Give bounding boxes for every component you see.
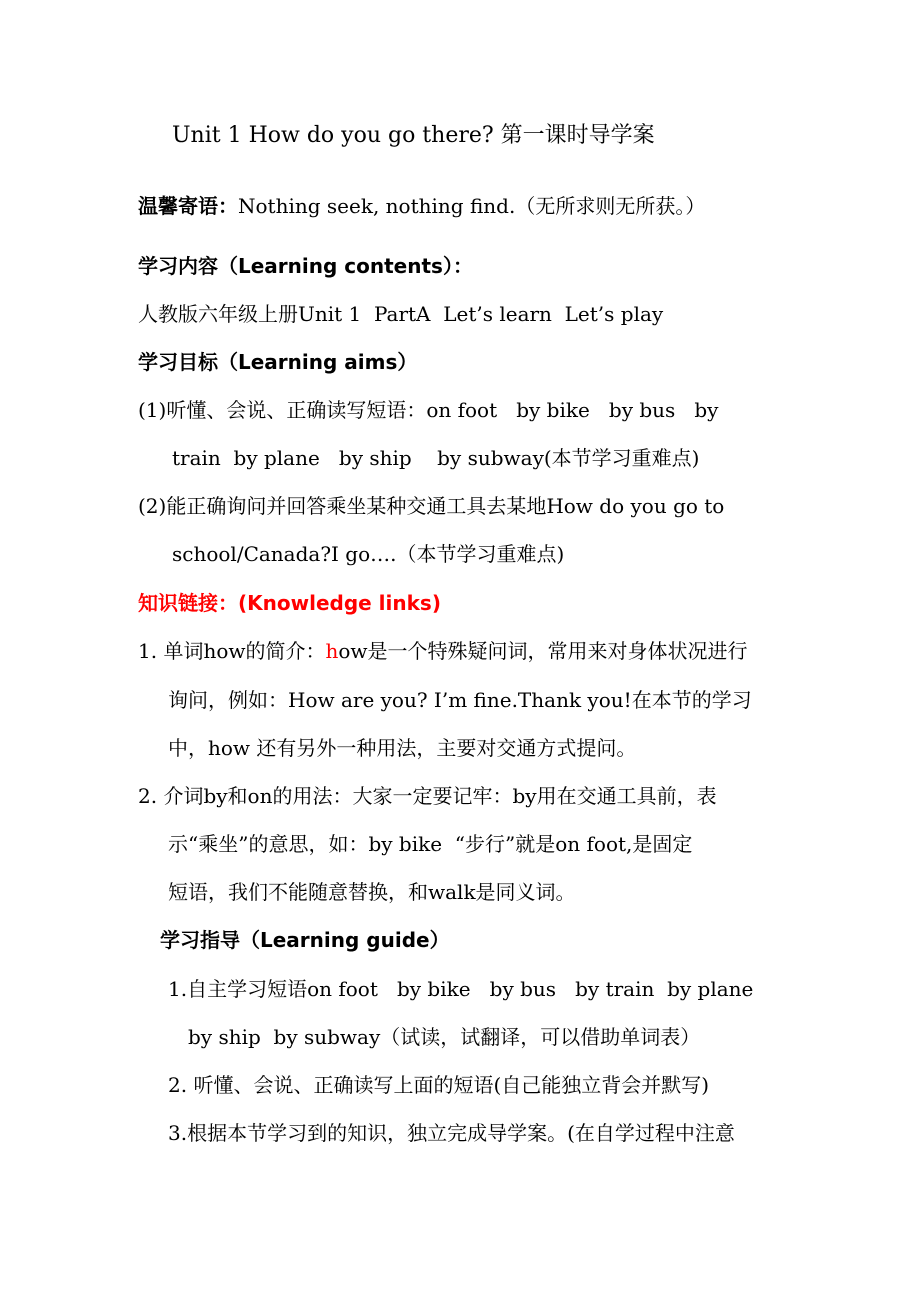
guide-item-1-line-1: 1.自主学习短语on foot by bike by bus by train by plane <box>168 977 754 1001</box>
aims-item-1-line-1: (1)听懂、会说、正确读写短语：on foot by bike by bus by <box>138 398 719 422</box>
document-title: Unit 1 How do you go there? 第一课时导学案 <box>172 123 655 148</box>
aims-heading: 学习目标（Learning aims） <box>138 350 418 374</box>
motto-text: Nothing seek, nothing find.（无所求则无所获。） <box>238 194 706 218</box>
knowledge-item-1-highlight: h <box>325 639 339 663</box>
motto-line <box>138 192 705 220</box>
aims-item-2-line-2: school/Canada?I go….（本节学习重难点) <box>172 542 565 566</box>
guide-heading: 学习指导（Learning guide） <box>160 928 450 952</box>
motto-label: 温馨寄语： <box>138 194 238 218</box>
knowledge-item-2-line-3: 短语，我们不能随意替换，和walk是同义词。 <box>168 880 576 904</box>
guide-item-3: 3.根据本节学习到的知识，独立完成导学案。(在自学过程中注意 <box>168 1121 735 1145</box>
knowledge-item-1-line-1 <box>138 637 748 665</box>
contents-heading: 学习内容（Learning contents）： <box>138 254 473 278</box>
knowledge-item-2-line-1: 2. 介词by和on的用法：大家一定要记牢：by用在交通工具前，表 <box>138 784 717 808</box>
aims-item-2-line-1: (2)能正确询问并回答乘坐某种交通工具去某地How do you go to <box>138 494 725 518</box>
contents-text: 人教版六年级上册Unit 1 PartA Let’s learn Let’s play <box>138 302 664 326</box>
knowledge-item-2-line-2: 示“乘坐”的意思，如：by bike “步行”就是on foot,是固定 <box>168 832 693 856</box>
knowledge-item-1-line-2: 询问，例如：How are you? I’m fine.Thank you!在本节的学习 <box>168 688 752 712</box>
knowledge-item-1-prefix: 1. 单词how的简介： <box>138 639 326 663</box>
knowledge-item-1-line-3: 中，how 还有另外一种用法，主要对交通方式提问。 <box>168 736 637 760</box>
guide-item-2: 2. 听懂、会说、正确读写上面的短语(自己能独立背会并默写) <box>168 1073 710 1097</box>
knowledge-heading: 知识链接：(Knowledge links) <box>138 591 441 615</box>
guide-item-1-line-2: by ship by subway（试读，试翻译，可以借助单词表） <box>188 1025 701 1049</box>
aims-item-1-line-2: train by plane by ship by subway(本节学习重难点) <box>172 446 700 470</box>
knowledge-item-1-suffix: ow是一个特殊疑问词，常用来对身体状况进行 <box>338 639 748 663</box>
